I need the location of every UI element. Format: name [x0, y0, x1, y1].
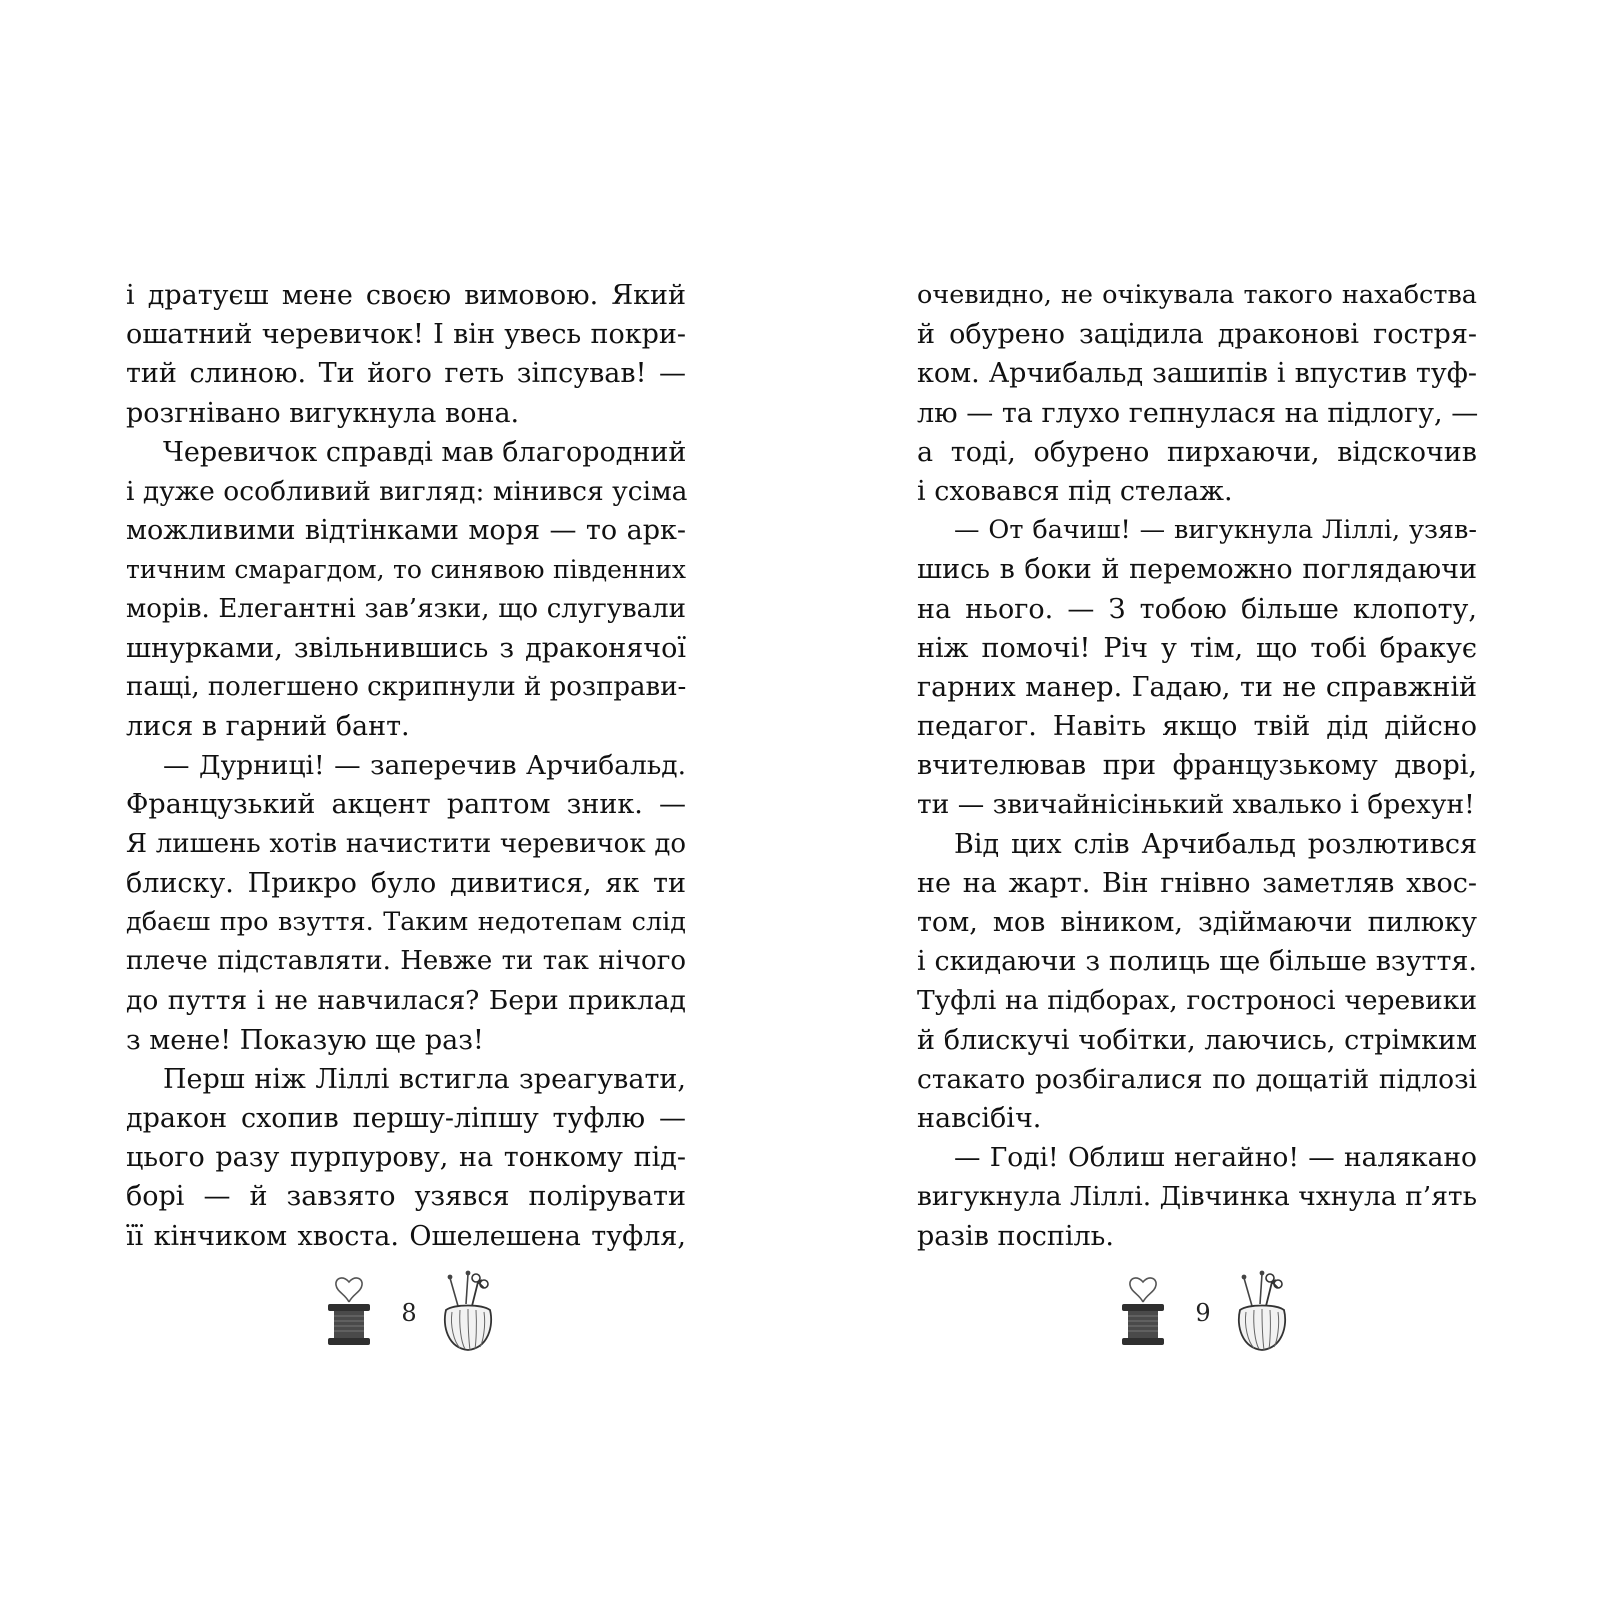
text-line: Перш ніж Ліллі встигла зреагувати,: [163, 1063, 686, 1095]
text-line: і сховався під стелаж.: [917, 475, 1233, 507]
text-line: блиску. Прикро було дивитися, як ти: [126, 867, 686, 899]
pincushion-icon: [1232, 1268, 1290, 1354]
left-page-footer: [326, 1268, 566, 1368]
text-line: лю — та глухо гепнулася на підлогу, —: [917, 397, 1479, 429]
text-line: шись в боки й переможно поглядаючи: [917, 554, 1477, 586]
text-line: — Дурниці! — заперечив Арчибальд.: [163, 750, 686, 782]
text-line: Туфлі на підборах, гостроносі черевики: [917, 985, 1477, 1017]
text-line: Я лишень хотів начистити черевичок до: [126, 828, 686, 859]
text-line: ком. Арчибальд зашипів і впустив туф-: [917, 358, 1477, 390]
left-page: [126, 276, 686, 1256]
text-line: дракон схопив першу-ліпшу туфлю —: [126, 1102, 686, 1134]
text-line: разів поспіль.: [917, 1220, 1114, 1252]
text-line: Від цих слів Арчибальд розлютився: [954, 828, 1477, 860]
text-line: і дратуєш мене своєю вимовою. Який: [126, 280, 686, 311]
text-line: морів. Елегантні зав’язки, що слугували: [126, 593, 686, 624]
left-page-text: [126, 276, 686, 1256]
right-page-text: [917, 276, 1477, 1256]
text-line: очевидно, не очікувала такого нахабства: [917, 280, 1477, 310]
text-line: педагог. Навіть якщо твій дід дійсно: [917, 711, 1477, 743]
page-number: 9: [1195, 1299, 1211, 1327]
text-line: тичним смарагдом, то синявою південних: [126, 555, 686, 585]
text-line: плече підставляти. Невже ти так нічого: [126, 946, 686, 977]
right-page: [917, 276, 1477, 1256]
text-line: гарних манер. Гадаю, ти не справжній: [917, 671, 1477, 703]
text-line: том, мов віником, здіймаючи пилюку: [917, 907, 1477, 938]
text-line: Французький акцент раптом зник. —: [126, 789, 686, 821]
text-line: шнурками, звільнившись з драконячої: [126, 632, 686, 664]
text-line: з мене! Показую ще раз!: [126, 1024, 484, 1056]
text-line: на нього. — З тобою більше клопоту,: [917, 593, 1477, 625]
text-line: навсібіч.: [917, 1102, 1042, 1134]
text-line: ніж помочі! Річ у тім, що тобі бракує: [917, 632, 1477, 664]
text-line: дбаєш про взуття. Таким недотепам слід: [126, 907, 686, 937]
text-line: вчителював при французькому дворі,: [917, 750, 1477, 782]
text-line: стакато розбігалися по дощатій підлозі: [917, 1063, 1477, 1095]
text-line: тий слиною. Ти його геть зіпсував! —: [126, 358, 686, 390]
text-line: ти — звичайнісінький хвалько і брехун!: [917, 789, 1475, 821]
text-line: — От бачиш! — вигукнула Ліллі, узяв-: [954, 515, 1477, 546]
text-line: лися в гарний бант.: [126, 711, 410, 743]
right-page-footer: [1120, 1268, 1360, 1368]
pincushion-icon: [438, 1268, 496, 1354]
text-line: не на жарт. Він гнівно заметляв хвос-: [917, 867, 1477, 899]
thread-spool-icon: [1120, 1268, 1166, 1348]
thread-spool-icon: [326, 1268, 372, 1348]
text-line: і дуже особливий вигляд: мінився усіма: [126, 475, 688, 507]
text-line: Черевичок справді мав благородний: [163, 436, 687, 468]
text-line: й обурено зацідила драконові гостря-: [917, 319, 1477, 351]
text-line: борі — й завзято узявся полірувати: [126, 1181, 686, 1213]
text-line: вигукнула Ліллі. Дівчинка чхнула п’ять: [917, 1181, 1477, 1213]
text-line: а тоді, обурено пирхаючи, відскочив: [917, 436, 1477, 468]
text-line: її кінчиком хвоста. Ошелешена туфля,: [126, 1220, 686, 1252]
text-line: цього разу пурпурову, на тонкому під-: [126, 1142, 686, 1174]
text-line: розгнівано вигукнула вона.: [126, 397, 520, 429]
text-line: пащі, полегшено скрипнули й розправи-: [126, 671, 687, 702]
page-number: 8: [401, 1299, 417, 1327]
text-line: — Годі! Облиш негайно! — налякано: [954, 1142, 1477, 1174]
text-line: ошатний черевичок! І він увесь покри-: [126, 319, 686, 351]
text-line: й блискучі чобітки, лаючись, стрімким: [917, 1024, 1477, 1056]
text-line: і скидаючи з полиць ще більше взуття.: [917, 946, 1477, 978]
text-line: до пуття і не навчилася? Бери приклад: [126, 985, 686, 1017]
text-line: можливими відтінками моря — то арк-: [126, 515, 686, 547]
